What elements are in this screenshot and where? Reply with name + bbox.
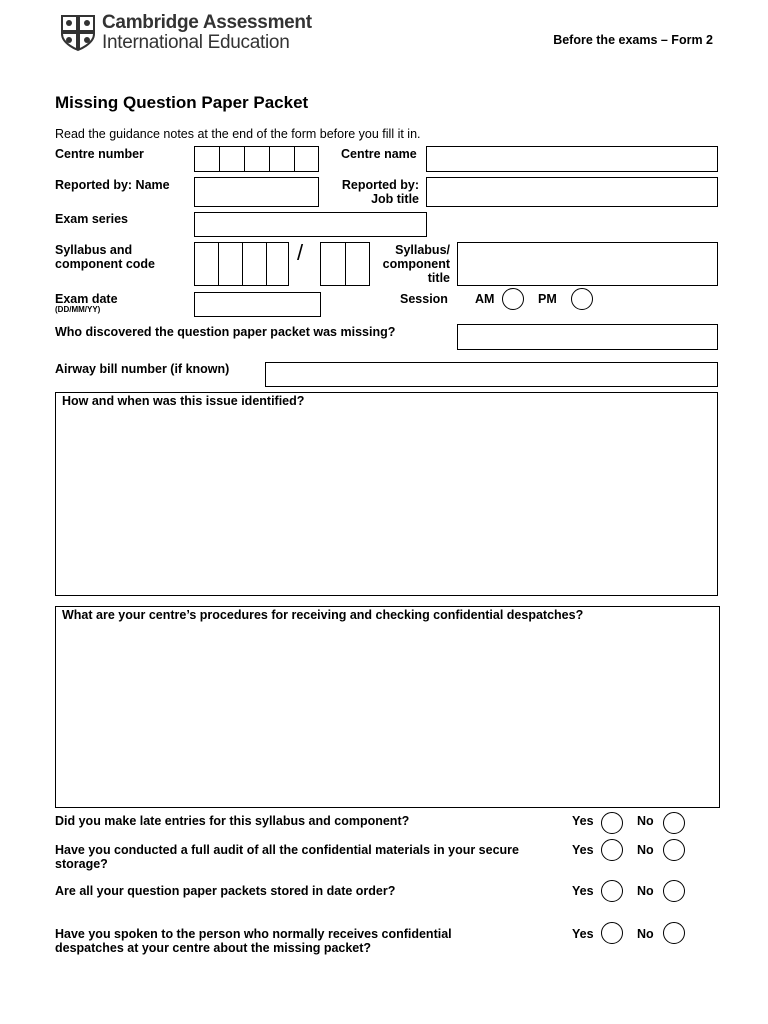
no-label: No [637, 884, 654, 898]
who-discovered-label: Who discovered the question paper packet was missing? [55, 325, 396, 339]
yes-label: Yes [572, 843, 594, 857]
exam-series-label: Exam series [55, 212, 128, 226]
airway-bill-field[interactable] [265, 362, 718, 387]
exam-date-label: Exam date [55, 292, 118, 306]
exam-date-field[interactable] [194, 292, 321, 317]
shield-crest-icon [60, 14, 96, 52]
reported-by-name-label: Reported by: Name [55, 178, 170, 192]
logo [60, 12, 312, 54]
code-separator: / [297, 240, 304, 265]
exam-series-field[interactable] [194, 212, 427, 237]
full-audit-yes-radio[interactable] [601, 839, 623, 861]
job-title-field[interactable] [426, 177, 718, 207]
no-label: No [637, 843, 654, 857]
form-id: Before the exams – Form 2 [553, 33, 713, 47]
yes-label: Yes [572, 814, 594, 828]
spoken-to-receiver-no-radio[interactable] [663, 922, 685, 944]
page-title: Missing Question Paper Packet [55, 93, 309, 112]
no-label: No [637, 814, 654, 828]
yes-label: Yes [572, 927, 594, 941]
procedures-label: What are your centre’s procedures for receiving and checking confidential despatches? [62, 608, 584, 622]
org-name-line2: International Education [102, 32, 290, 53]
centre-number-field[interactable] [194, 146, 319, 172]
who-discovered-field[interactable] [457, 324, 718, 350]
question-spoken-to-receiver: Have you spoken to the person who normally receives confidential despatches at your centre about the missing packet? [55, 927, 452, 955]
session-am-radio[interactable] [502, 288, 524, 310]
syllabus-code-field[interactable] [194, 242, 289, 286]
question-full-audit: Have you conducted a full audit of all the confidential materials in your secure storage? [55, 843, 519, 871]
exam-date-format: (DD/MM/YY) [55, 305, 101, 314]
session-am-label: AM [475, 292, 495, 306]
session-label: Session [400, 292, 448, 306]
date-order-yes-radio[interactable] [601, 880, 623, 902]
yes-label: Yes [572, 884, 594, 898]
full-audit-no-radio[interactable] [663, 839, 685, 861]
centre-number-label: Centre number [55, 147, 144, 161]
org-name-line1: Cambridge Assessment [102, 12, 312, 33]
airway-bill-label: Airway bill number (if known) [55, 362, 230, 376]
session-pm-label: PM [538, 292, 557, 306]
how-when-textarea[interactable] [55, 392, 718, 596]
reported-by-job-label: Reported by: Job title [341, 178, 419, 206]
syllabus-code-label: Syllabus and component code [55, 243, 156, 271]
how-when-label: How and when was this issue identified? [62, 394, 305, 408]
syllabus-title-label: Syllabus/ component title [382, 243, 450, 285]
question-late-entries: Did you make late entries for this syllabus and component? [55, 814, 410, 828]
late-entries-yes-radio[interactable] [601, 812, 623, 834]
syllabus-title-field[interactable] [457, 242, 718, 286]
centre-name-field[interactable] [426, 146, 718, 172]
guidance-text: Read the guidance notes at the end of the form before you fill it in. [55, 127, 421, 141]
session-pm-radio[interactable] [571, 288, 593, 310]
spoken-to-receiver-yes-radio[interactable] [601, 922, 623, 944]
date-order-no-radio[interactable] [663, 880, 685, 902]
question-date-order: Are all your question paper packets stored in date order? [55, 884, 396, 898]
late-entries-no-radio[interactable] [663, 812, 685, 834]
no-label: No [637, 927, 654, 941]
centre-name-label: Centre name [341, 147, 417, 161]
procedures-textarea[interactable] [55, 606, 720, 808]
reported-by-name-field[interactable] [194, 177, 319, 207]
